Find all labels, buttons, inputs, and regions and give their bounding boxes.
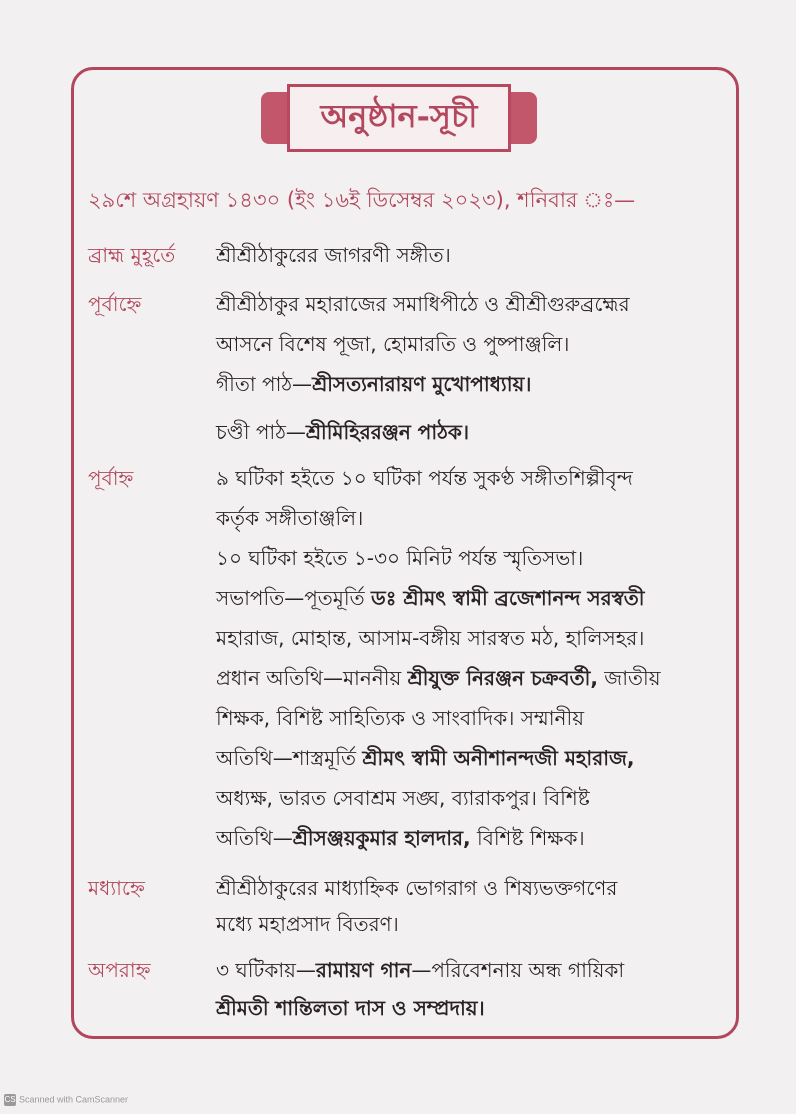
section-label: পূর্বাহ্নে [88,292,142,316]
text-line: মধ্যে মহাপ্রসাদ বিতরণ। [216,912,399,936]
text-line: আসনে বিশেষ পূজা, হোমারতি ও পুষ্পাঞ্জলি। [216,332,570,356]
special-guest-name: শ্রীসঞ্জয়কুমার হালদার, [292,826,471,850]
ramayan-suffix: —পরিবেশনায় অন্ধ গায়িকা [411,958,625,982]
chandi-line [216,418,469,451]
president-prefix: সভাপতি—পূতমূর্তি [216,586,371,610]
honored-guest-name: শ্রীমৎ স্বামী অনীশানন্দজী মহারাজ, [362,746,635,770]
ramayan-line [216,956,624,989]
chandi-prefix: চণ্ডী পাঠ— [216,420,306,444]
chandi-reader: শ্রীমিহিররঞ্জন পাঠক। [305,420,469,444]
text-line: অধ্যক্ষ, ভারত সেবাশ্রম সঙ্ঘ, ব্যারাকপুর। বিশিষ্ট [216,786,590,810]
ramayan-prefix: ৩ ঘটিকায়— [216,958,316,982]
section-text: শ্রীশ্রীঠাকুরের জাগরণী সঙ্গীত। [216,243,451,267]
gita-line [216,370,531,403]
text-line: শিক্ষক, বিশিষ্ট সাহিত্যিক ও সাংবাদিক। সম্মানীয় [216,706,585,730]
performer-line: শ্রীমতী শান্তিলতা দাস ও সম্প্রদায়। [216,996,485,1020]
text-line: ৯ ঘটিকা হইতে ১০ ঘটিকা পর্যন্ত সুকণ্ঠ সঙ্গীতশিল্পীবৃন্দ [216,466,633,490]
chief-guest-line [216,664,661,697]
section-label: পূর্বাহ্ন [88,466,134,490]
special-guest-line [216,824,585,857]
text-line: কর্তৃক সঙ্গীতাঞ্জলি। [216,506,364,530]
text-line: শ্রীশ্রীঠাকুরের মাধ্যাহ্নিক ভোগরাগ ও শিষ্যভক্তগণের [216,876,618,900]
section-label: অপরাহ্ন [88,958,151,982]
president-name: ডঃ শ্রীমৎ স্বামী ব্রজেশানন্দ সরস্বতী [371,586,645,610]
chief-guest-suffix: জাতীয় [597,666,661,690]
special-guest-prefix: অতিথি— [216,826,293,850]
title-banner [261,84,537,156]
chief-guest-prefix: প্রধান অতিথি—মাননীয় [216,666,408,690]
honored-guest-line [216,744,635,777]
watermark-text: Scanned with CamScanner [19,1094,129,1105]
ramayan-title: রামায়ণ গান [315,958,412,982]
page-title: অনুষ্ঠান-সূচী [320,97,478,135]
gita-prefix: গীতা পাঠ— [216,372,313,396]
text-line: মহারাজ, মোহান্ত, আসাম-বঙ্গীয় সারস্বত মঠ, হালিসহর। [216,626,645,650]
chief-guest-name: শ্রীযুক্ত নিরঞ্জন চক্রবর্তী, [407,666,598,690]
text-line: শ্রীশ্রীঠাকুর মহারাজের সমাধিপীঠে ও শ্রীশ্রীগুরুব্রহ্মের [216,292,630,316]
section-label: মধ্যাহ্নে [88,876,145,900]
camscanner-logo-icon: CS [4,1095,16,1104]
honored-guest-prefix: অতিথি—শাস্ত্রমূর্তি [216,746,363,770]
text-line: ১০ ঘটিকা হইতে ১-৩০ মিনিট পর্যন্ত স্মৃতিসভা। [216,546,584,570]
title-box [287,84,511,152]
special-guest-suffix: বিশিষ্ট শিক্ষক। [470,826,585,850]
gita-reader: শ্রীসত্যনারায়ণ মুখোপাধ্যায়। [312,372,532,396]
president-line [216,584,645,617]
scanner-watermark [4,1094,128,1106]
section-label: ব্রাহ্ম মুহূর্তে [88,243,176,267]
date-line: ২৯শে অগ্রহায়ণ ১৪৩০ (ইং ১৬ই ডিসেম্বর ২০২৩), শনিবার ঃ— [88,188,636,212]
